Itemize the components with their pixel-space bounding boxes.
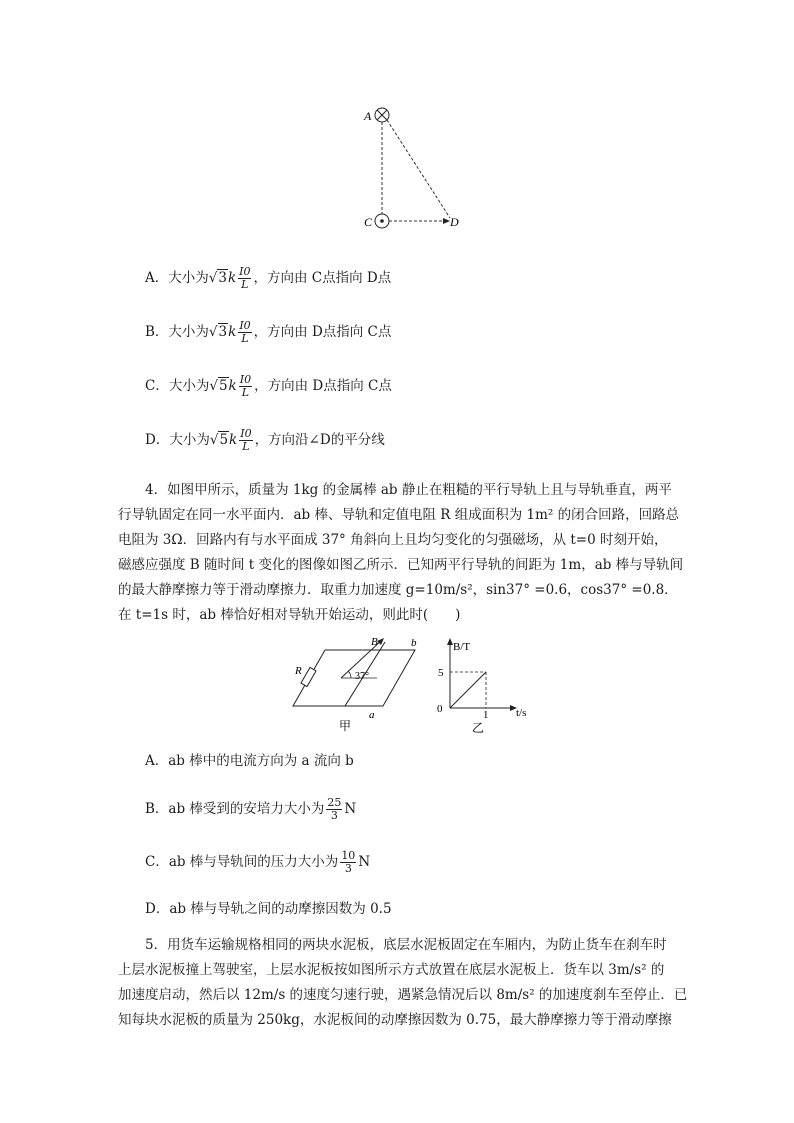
label-a: A: [364, 109, 372, 123]
q4-line-4: 磁感应强度 B 随时间 t 变化的图像如图乙所示．已知两平行导轨的间距为 1m，ab 棒与导轨间: [118, 557, 684, 573]
option-d-suffix: ，方向沿∠D的平分线: [254, 432, 385, 448]
q5-line-2: 上层水泥板撞上驾驶室，上层水泥板按如图所示方式放置在底层水泥板上．货车以 3m/s² 的: [118, 962, 665, 978]
frac-num: I0: [239, 265, 251, 278]
resistor-r: [301, 667, 316, 686]
fraction: [239, 428, 252, 453]
q4-line-1: 4．如图甲所示，质量为 1kg 的金属棒 ab 静止在粗糙的平行导轨上且与导轨垂直，两平: [145, 482, 672, 498]
figure-jia-rails: [285, 630, 425, 736]
fraction: [238, 320, 251, 345]
caption-jia: 甲: [339, 719, 352, 733]
frac-num: I0: [240, 427, 252, 440]
option-c-prefix: C．大小为: [145, 378, 210, 394]
label-a-end: a: [369, 709, 375, 721]
q4-line-6: 在 t=1s 时，ab 棒恰好相对导轨开始运动，则此时( ): [118, 607, 461, 623]
frac-den: L: [241, 386, 250, 399]
label-c: C: [364, 215, 373, 229]
angle-arc: [348, 671, 351, 678]
q4-line-5: 的最大静摩擦力等于滑动摩擦力．取重力加速度 g=10m/s²，sin37° =0.6，cos37° =0.8．: [118, 582, 678, 598]
wire-c-dot-symbol: [375, 214, 389, 228]
q4-option-c: [145, 850, 370, 875]
q3-option-b: [145, 320, 391, 345]
q3-option-a: [145, 266, 391, 291]
caption-yi: 乙: [472, 721, 485, 735]
label-b-field: B: [371, 636, 378, 648]
option-b-suffix: ，方向由 D点指向 C点: [253, 324, 392, 340]
wire-a-cross-symbol: [375, 108, 389, 122]
option-d-prefix: D．大小为: [145, 432, 210, 448]
sqrt-sign: √: [208, 324, 218, 340]
arrow-head-d: [443, 218, 450, 224]
label-b-end: b: [411, 637, 417, 649]
q5-line-3: 加速度启动，然后以 12m/s 的速度匀速行驶，遇紧急情况后以 8m/s² 的加速度刹车至停止．已: [118, 987, 688, 1003]
frac-den: L: [241, 332, 249, 345]
unit-n: N: [358, 854, 371, 870]
frac-num: 10: [341, 849, 356, 862]
x-axis-label: t/s: [516, 707, 527, 719]
frac-den: L: [242, 440, 250, 453]
label-angle: 37°: [355, 671, 369, 682]
q4-option-a: A．ab 棒中的电流方向为 a 流向 b: [145, 753, 354, 769]
q5-line-1: 5．用货车运输规格相同的两块水泥板，底层水泥板固定在车厢内，为防止货车在刹车时: [145, 937, 667, 953]
sqrt-sign: √: [208, 270, 218, 286]
fraction-25-3: [326, 797, 342, 822]
sqrt-arg: 5: [219, 432, 229, 448]
sqrt-sign: √: [209, 378, 218, 394]
question-4-stem: [118, 478, 688, 628]
frac-num: I0: [239, 319, 251, 332]
label-r: R: [295, 665, 302, 677]
option-c-prefix: C．ab 棒与导轨间的压力大小为: [145, 854, 339, 870]
option-a-suffix: ，方向由 C点指向 D点: [253, 270, 392, 286]
y-tick-5: 5: [438, 667, 444, 679]
x-tick-1: 1: [483, 709, 489, 721]
frac-den: 3: [330, 809, 338, 822]
option-a-prefix: A．大小为: [145, 270, 209, 286]
option-b-prefix: B．大小为: [145, 324, 209, 340]
unit-n: N: [344, 801, 357, 817]
option-b-prefix: B．ab 棒受到的安培力大小为: [145, 801, 325, 817]
frac-den: L: [241, 278, 249, 291]
frac-num: 25: [327, 796, 342, 809]
option-c-suffix: ，方向由 D点指向 C点: [254, 378, 392, 394]
sqrt-sign: √: [209, 432, 219, 448]
frac-num: I0: [239, 373, 252, 386]
fraction: [239, 374, 252, 399]
segment-ad: [387, 120, 450, 218]
fraction: [238, 266, 251, 291]
q5-line-4: 知每块水泥板的质量为 250kg，水泥板间的动摩擦因数为 0.75，最大静摩擦力等于滑动摩擦: [118, 1012, 672, 1028]
const-k: k: [228, 378, 237, 394]
const-k: k: [228, 324, 237, 340]
q4-option-d: D．ab 棒与导轨之间的动摩擦因数为 0.5: [145, 901, 392, 917]
fraction-10-3: [340, 850, 356, 875]
label-d: D: [450, 215, 459, 229]
q4-line-2: 行导轨固定在同一水平面内．ab 棒、导轨和定值电阻 R 组成面积为 1m² 的闭合回路，回路总: [118, 507, 680, 523]
sqrt-arg: 3: [218, 324, 228, 340]
y-axis-label: B/T: [453, 641, 471, 653]
origin-label: 0: [437, 703, 443, 715]
const-k: k: [229, 432, 238, 448]
figure-triangle-acd: [350, 98, 480, 238]
question-5-stem: [118, 933, 688, 1033]
sqrt-arg: 5: [218, 378, 228, 394]
q3-option-c: [145, 374, 392, 399]
const-k: k: [227, 270, 237, 286]
q3-option-d: [145, 428, 385, 453]
sqrt-arg: 3: [218, 270, 227, 286]
frac-den: 3: [344, 862, 352, 875]
q4-line-3: 电阻为 3Ω．回路内有与水平面成 37° 角斜向上且均匀变化的匀强磁场，从 t=0 时刻开始，: [118, 532, 668, 548]
figure-yi-graph: [432, 636, 542, 736]
q4-option-b: [145, 797, 356, 822]
b-t-line: [450, 672, 486, 708]
